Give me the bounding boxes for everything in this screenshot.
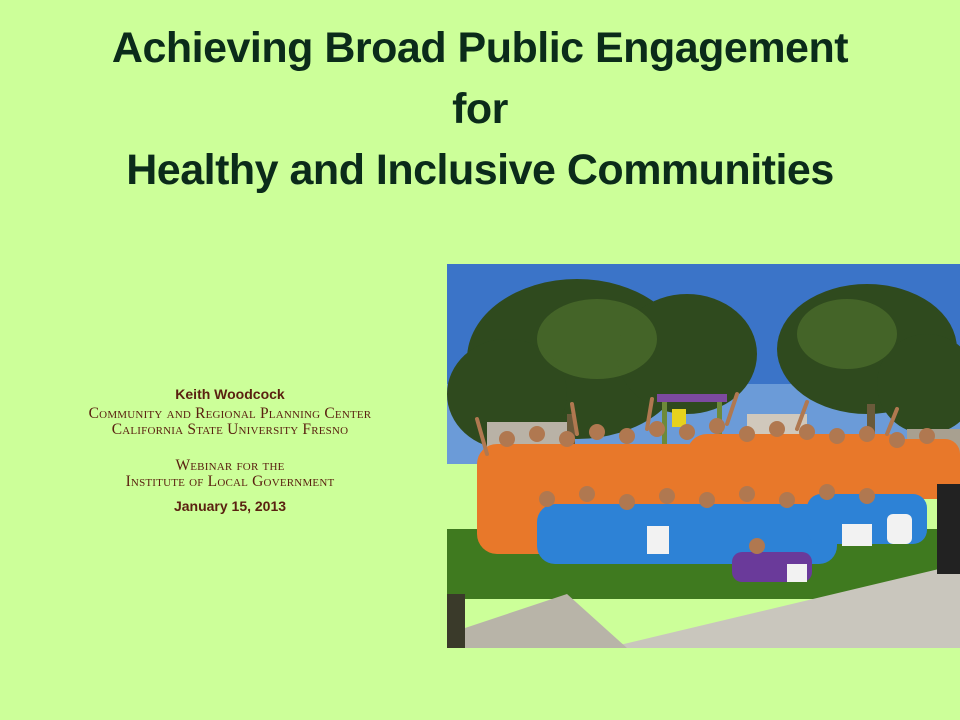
event-line-2: Institute of Local Government — [125, 473, 335, 490]
presenter-info — [20, 386, 440, 514]
event-date: January 15, 2013 — [173, 498, 287, 514]
slide-title — [0, 18, 960, 201]
event-line-1: Webinar for the — [175, 457, 285, 474]
group-photo — [447, 264, 960, 648]
org-line-2: California State University Fresno — [111, 421, 349, 438]
title-line-1: Achieving Broad Public Engagement — [111, 24, 849, 72]
presenter-name: Keith Woodcock — [175, 386, 285, 402]
title-line-3: Healthy and Inclusive Communities — [126, 146, 834, 194]
title-line-2: for — [452, 85, 508, 133]
org-line-1: Community and Regional Planning Center — [88, 405, 372, 422]
